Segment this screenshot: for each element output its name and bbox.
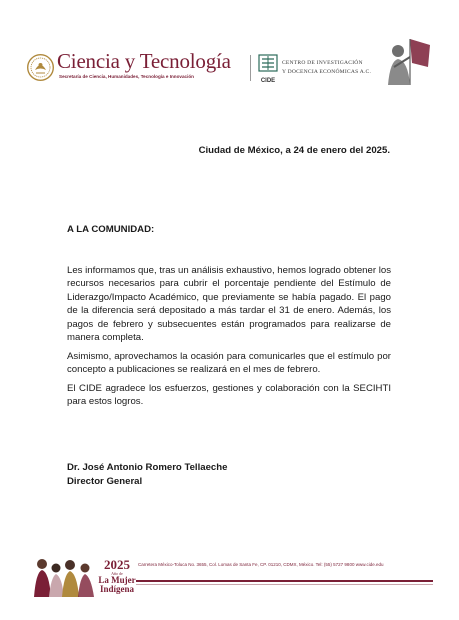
year-logo-sub: Año de [111, 571, 123, 576]
letter-body [67, 264, 391, 414]
letter-date: Ciudad de México, a 24 de enero del 2025. [198, 145, 390, 156]
letter-paragraph-2: Asimismo, aprovechamos la ocasión para comunicarles que el estímulo por concepto a publicaciones se realizará en el mes de febrero. [67, 350, 391, 376]
letter-greeting: A LA COMUNIDAD: [67, 224, 155, 235]
year-logo-year: 2025 [104, 557, 130, 572]
signer-title: Director General [67, 476, 143, 487]
heroine-illustration-icon [380, 37, 432, 87]
letter-paragraph-3: El CIDE agradece los esfuerzos, gestiones y colaboración con la SECIHTI para estos logros. [67, 383, 391, 408]
footer-divider-secondary [136, 584, 433, 585]
cide-logo-icon [258, 54, 278, 72]
cide-name-line-1: CENTRO DE INVESTIGACIÓN [282, 60, 363, 66]
cide-abbr: CIDE [260, 78, 276, 84]
footer-divider [136, 580, 433, 582]
brand-title: Ciencia y Tecnología [57, 49, 231, 73]
cide-name-line-2: Y DOCENCIA ECONÓMICAS A.C. [282, 69, 372, 75]
brand-subtitle: Secretaría de Ciencia, Humanidades, Tecnología e Innovación [59, 74, 194, 79]
year-logo-lema-2: Indígena [99, 584, 134, 594]
indigenous-women-illustration-icon [32, 552, 96, 597]
signature-block [67, 461, 227, 489]
signer-name: Dr. José Antonio Romero Tellaeche [67, 462, 228, 473]
year-logo-lema-1: La Mujer [98, 575, 136, 585]
cide-logo [258, 54, 278, 84]
cide-full-name [282, 59, 371, 77]
year-logo [97, 558, 137, 594]
national-seal-icon [27, 54, 54, 81]
header-divider [250, 55, 251, 81]
letterhead [0, 0, 459, 112]
footer-address: Carretera México-Toluca No. 3655, Col. Lomas de Santa Fe, CP. 01210, CDMX, México. Tel: (55) 5727 9800 www.cide.edu [138, 562, 384, 567]
letter-paragraph-1: Les informamos que, tras un análisis exhaustivo, hemos logrado obtener los recursos necesarios para cubrir el porcentaje pendiente del Estímulo de Liderazgo/Impacto Académico, que previamente se había pagado. El pago de la diferencia será depositado a más tardar el 31 de enero. Además, los pagos de febrero y subsecuentes están programados para realizarse de manera completa. [67, 265, 391, 344]
